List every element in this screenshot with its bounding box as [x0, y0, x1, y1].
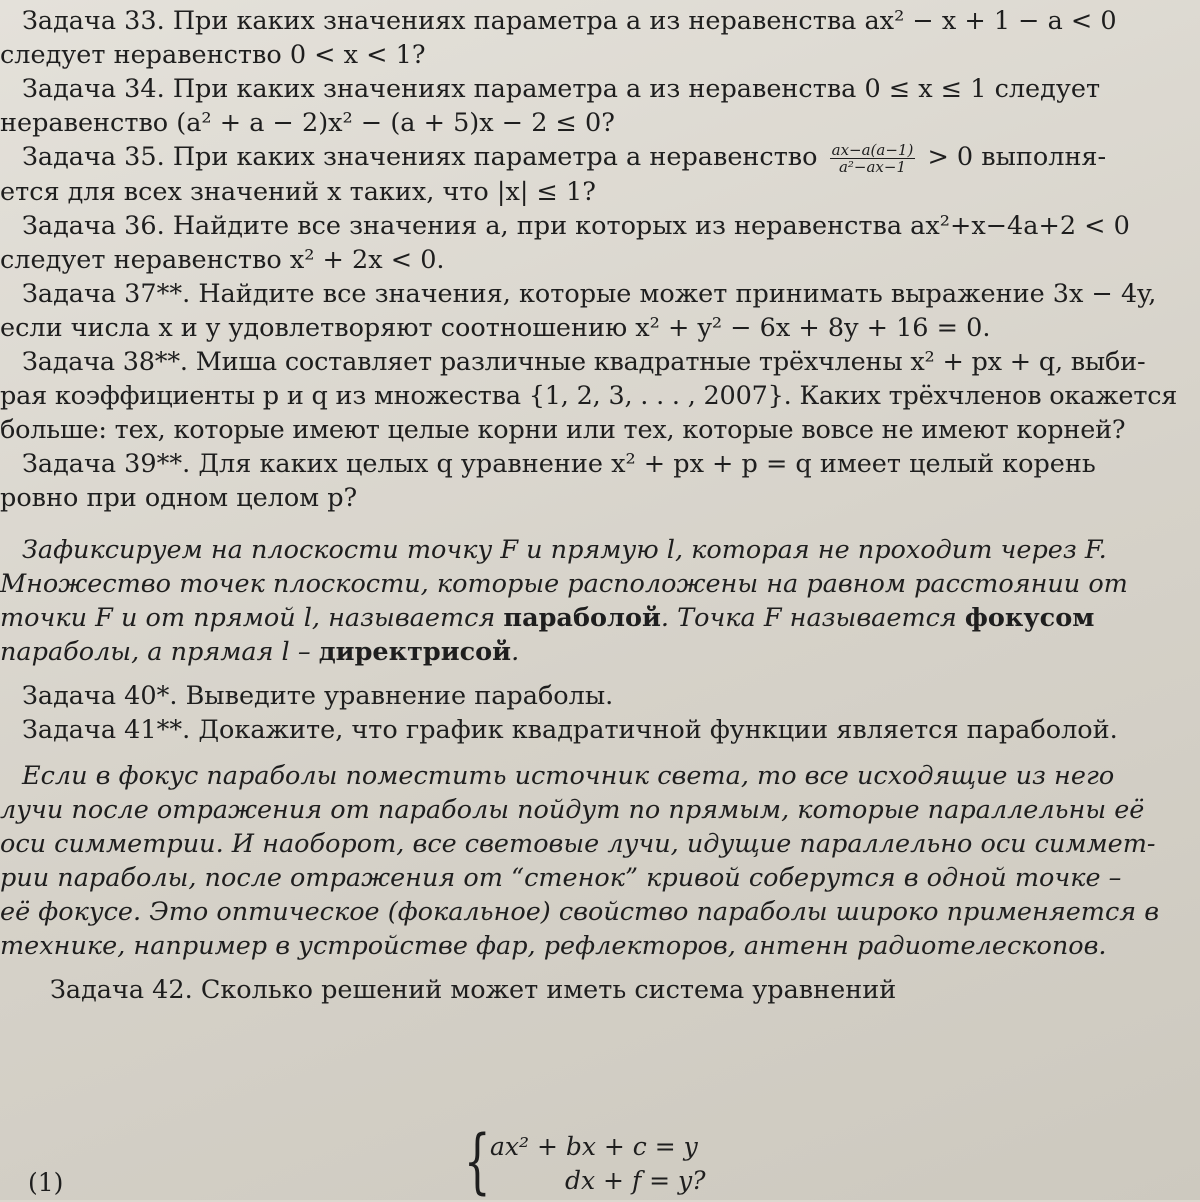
- optical-line-6: технике, например в устройстве фар, рефлекторов, антенн радиотелескопов.: [0, 930, 1107, 961]
- problem-34: [0, 72, 1200, 140]
- problem-37-line-2: если числа x и y удовлетворяют соотношению x² + y² − 6x + 8y + 16 = 0.: [0, 312, 991, 343]
- problem-38-line-3: больше: тех, которые имеют целые корни или тех, которые вовсе не имеют корней?: [0, 414, 1126, 445]
- problem-39-line-1: Задача 39**. Для каких целых q уравнение x² + px + p = q имеет целый корень: [22, 448, 1096, 479]
- equation-system: [0, 1120, 1200, 1200]
- optical-line-3: оси симметрии. И наоборот, все световые лучи, идущие параллельно оси симмет-: [0, 828, 1156, 859]
- problem-40: Задача 40*. Выведите уравнение параболы.: [22, 680, 614, 711]
- definition-line-4: [0, 635, 1200, 669]
- problem-33-line-2: следует неравенство 0 < x < 1?: [0, 40, 426, 70]
- definition-text-c: параболы, а прямая l –: [0, 636, 319, 667]
- problem-34-line-2: неравенство (a² + a − 2)x² − (a + 5)x − 2 ≤ 0?: [0, 108, 615, 138]
- optical-line-4: рии параболы, после отражения от “стенок” кривой соберутся в одной точке –: [0, 862, 1122, 893]
- definition-text-a: точки F и от прямой l, называется: [0, 602, 504, 633]
- problem-38-line-2: рая коэффициенты p и q из множества {1, 2, 3, . . . , 2007}. Каких трёхчленов окажется: [0, 380, 1178, 411]
- problem-42: [0, 973, 1200, 1007]
- problem-33: [0, 4, 1200, 72]
- problem-36-line-2: следует неравенство x² + 2x < 0.: [0, 244, 445, 275]
- fraction-numerator: ax−a(a−1): [831, 140, 914, 159]
- problem-35: [0, 140, 1200, 209]
- definition-line-3: [0, 601, 1200, 635]
- problem-39: [0, 447, 1200, 515]
- parabola-definition: [0, 533, 1200, 669]
- problem-38: [0, 345, 1200, 447]
- problem-38-line-1: Задача 38**. Миша составляет различные квадратные трёхчлены x² + px + q, выби-: [22, 346, 1146, 377]
- term-parabola: параболой: [503, 602, 661, 633]
- problem-36: [0, 209, 1200, 277]
- problems-40-41: [0, 679, 1200, 747]
- term-focus: фокусом: [964, 602, 1095, 633]
- problem-37-line-1: Задача 37**. Найдите все значения, которые может принимать выражение 3x − 4y,: [22, 278, 1157, 309]
- system-equation-2: dx + f = y?: [565, 1166, 706, 1195]
- definition-line-2: Множество точек плоскости, которые расположены на равном расстоянии от: [0, 568, 1128, 599]
- problem-35-line-1: [0, 140, 1200, 175]
- problem-36-line-1: Задача 36. Найдите все значения a, при которых из неравенства ax²+x−4a+2 < 0: [22, 210, 1130, 241]
- optical-line-2: лучи после отражения от параболы пойдут по прямым, которые параллельны её: [0, 794, 1145, 825]
- definition-text-d: .: [511, 636, 520, 667]
- problem-35-fraction: [830, 142, 916, 175]
- optical-line-5: её фокусе. Это оптическое (фокальное) свойство параболы широко применяется в: [0, 896, 1160, 927]
- optical-property: [0, 759, 1200, 963]
- problem-33-line-1: Задача 33. При каких значениях параметра a из неравенства ax² − x + 1 − a < 0: [22, 6, 1117, 36]
- optical-line-1: Если в фокус параболы поместить источник света, то все исходящие из него: [22, 760, 1115, 791]
- problem-35-tail: > 0 выполня-: [927, 142, 1107, 172]
- problem-35-text: Задача 35. При каких значениях параметра a неравенство: [22, 142, 818, 172]
- problem-35-line-2: ется для всех значений x таких, что |x| ≤ 1?: [0, 176, 596, 207]
- problem-42-line: Задача 42. Сколько решений может иметь система уравнений: [50, 974, 897, 1005]
- system-equation-1: ax² + bx + c = y: [490, 1132, 698, 1161]
- system-brace: {: [463, 1120, 491, 1202]
- system-label: (1): [28, 1168, 64, 1197]
- problem-37: [0, 277, 1200, 345]
- definition-text-b: . Точка F называется: [660, 602, 965, 633]
- fraction-denominator: a²−ax−1: [838, 157, 906, 176]
- definition-line-1: Зафиксируем на плоскости точку F и прямую l, которая не проходит через F.: [22, 534, 1107, 565]
- problem-34-line-1: Задача 34. При каких значениях параметра a из неравенства 0 ≤ x ≤ 1 следует: [22, 74, 1101, 104]
- problem-41: Задача 41**. Докажите, что график квадратичной функции является параболой.: [22, 714, 1118, 745]
- term-directrix: директрисой: [318, 636, 512, 667]
- problem-39-line-2: ровно при одном целом p?: [0, 482, 358, 513]
